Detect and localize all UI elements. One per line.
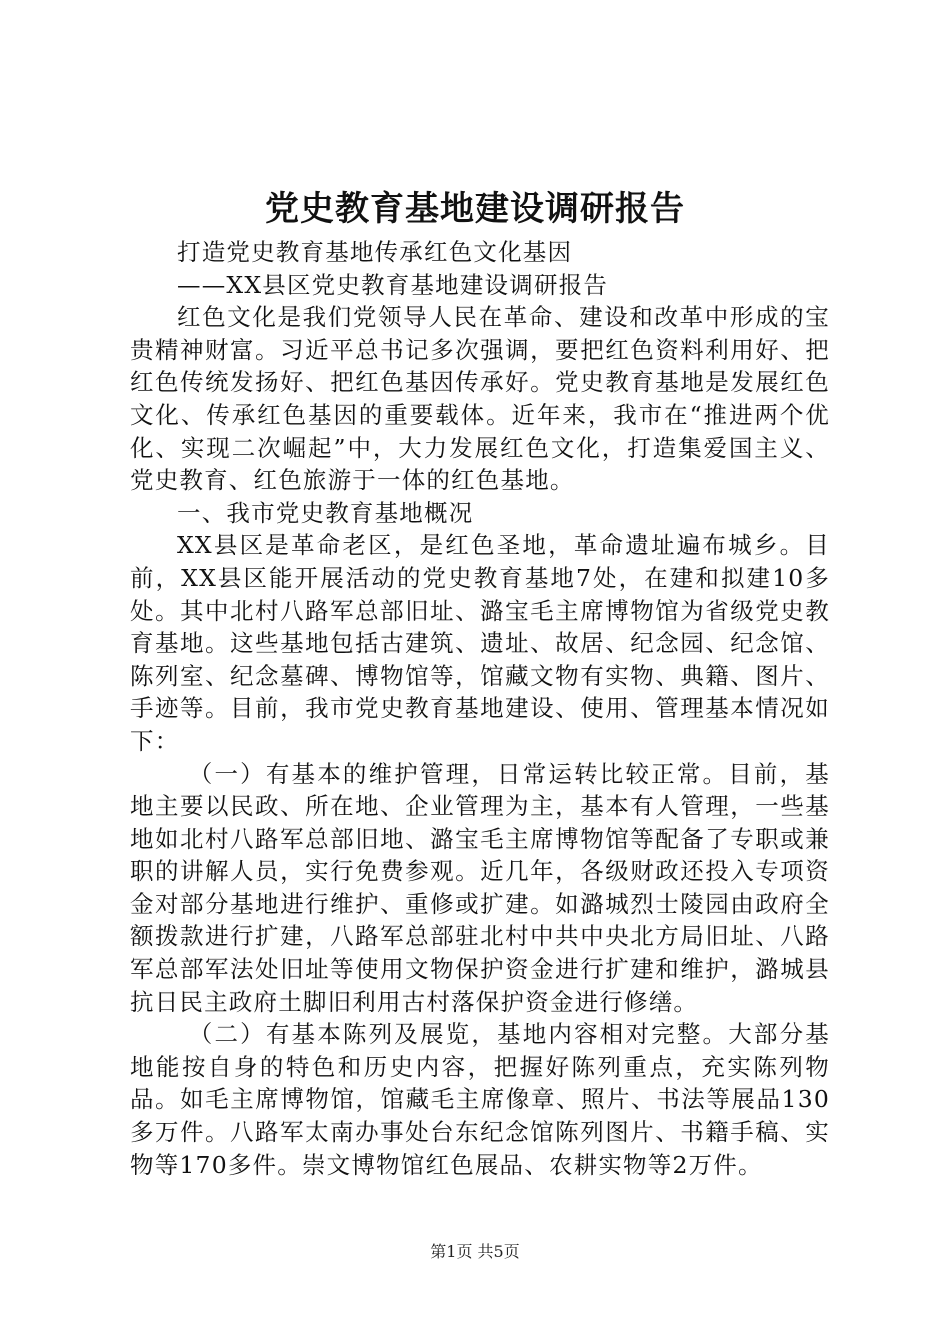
paragraph-point-1: （一）有基本的维护管理，日常运转比较正常。目前，基地主要以民政、所在地、企业管理为主，基本有人管理，一些基地如北村八路军总部旧地、潞宝毛主席博物馆等配备了专职或兼职的讲解人员，实行免费参观。近几年，各级财政还投入专项资金对部分基地进行维护、重修或扩建。如潞城烈士陵园由政府全额拨款进行扩建，八路军总部驻北村中共中央北方局旧址、八路军总部军法处旧址等使用文物保护资金进行扩建和维护，潞城县抗日民主政府土脚旧利用古村落保护资金进行修缮。: [130, 759, 830, 1016]
paragraph-overview: XX县区是革命老区，是红色圣地，革命遗址遍布城乡。目前，XX县区能开展活动的党史教育基地7处，在建和拟建10多处。其中北村八路军总部旧址、潞宝毛主席博物馆为省级党史教育基地。这些基地包括古建筑、遗址、故居、纪念园、纪念馆、陈列室、纪念墓碑、博物馆等，馆藏文物有实物、典籍、图片、手迹等。目前，我市党史教育基地建设、使用、管理基本情况如下：: [130, 531, 830, 755]
document-body: [130, 236, 830, 1181]
paragraph-point-2: （二）有基本陈列及展览，基地内容相对完整。大部分基地能按自身的特色和历史内容，把握好陈列重点，充实陈列物品。如毛主席博物馆，馆藏毛主席像章、照片、书法等展品130多万件。八路军太南办事处台东纪念馆陈列图片、书籍手稿、实物等170多件。崇文博物馆红色展品、农耕实物等2万件。: [130, 1020, 830, 1179]
section-heading-overview: 一、我市党史教育基地概况: [177, 498, 474, 527]
subtitle-secondary: ——XX县区党史教育基地建设调研报告: [177, 270, 609, 299]
page-title: 党史教育基地建设调研报告: [265, 189, 685, 229]
paragraph-intro: 红色文化是我们党领导人民在革命、建设和改革中形成的宝贵精神财富。习近平总书记多次强调，要把红色资料利用好、把红色传统发扬好、把红色基因传承好。党史教育基地是发展红色文化、传承红色基因的重要载体。近年来，我市在“推进两个优化、实现二次崛起”中，大力发展红色文化，打造集爱国主义、党史教育、红色旅游于一体的红色基地。: [130, 303, 830, 495]
page-footer: 第1页 共5页: [430, 1242, 520, 1261]
subtitle: 打造党史教育基地传承红色文化基因: [177, 238, 573, 266]
